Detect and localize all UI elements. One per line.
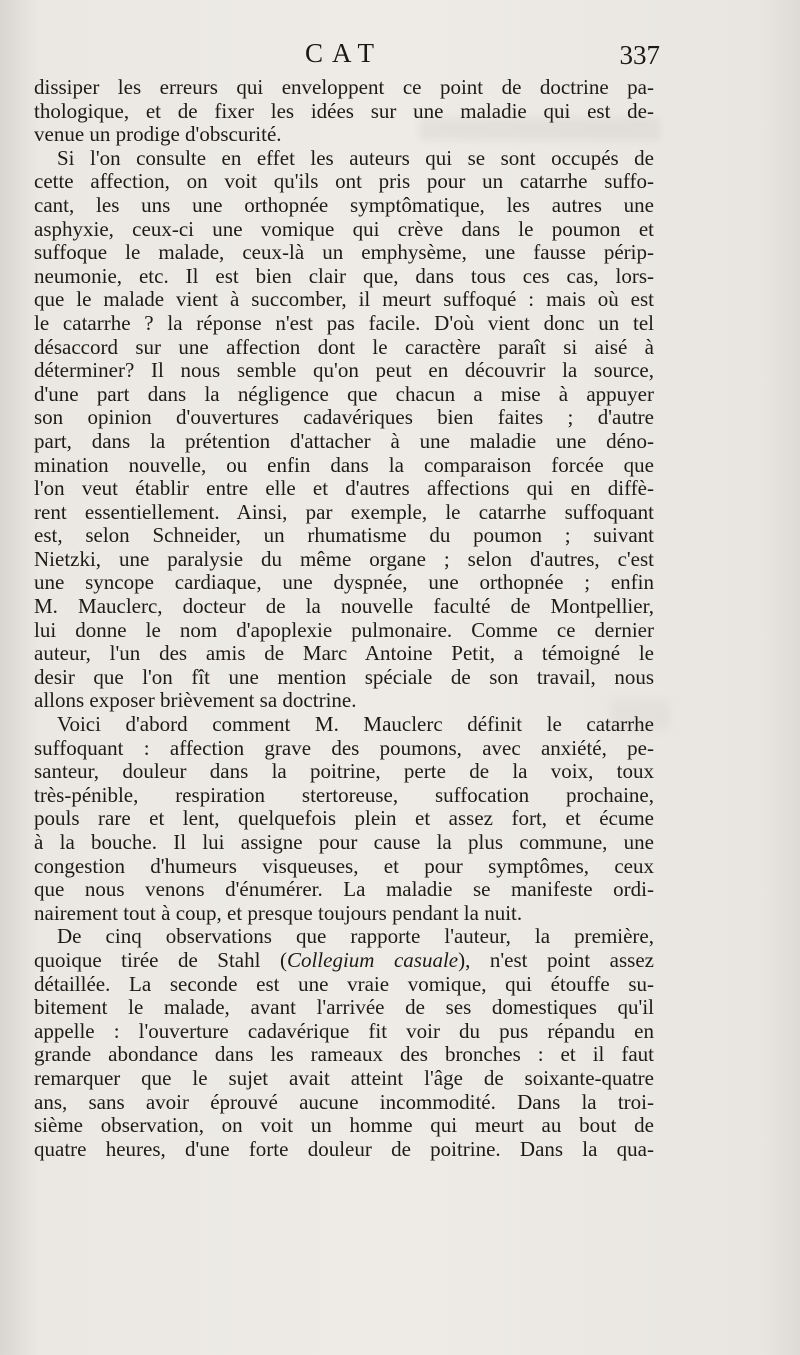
text-line: suffoque le malade, ceux-là un emphysème, une fausse périp- [34,241,654,265]
page-number: 337 [619,40,660,70]
text-line: auteur, l'un des amis de Marc Antoine Petit, a témoigné le [34,642,654,666]
text-line: appelle : l'ouverture cadavérique fit voir du pus répandu en [34,1019,654,1043]
text-line: De cinq observations que rapporte l'auteur, la première, [57,925,654,949]
text-line: mination nouvelle, ou enfin dans la comparaison forcée que [34,453,654,477]
text-line: thologique, et de fixer les idées sur une maladie qui est de- [34,99,654,123]
text-line: déterminer? Il nous semble qu'on peut en découvrir la source, [34,359,654,383]
text-line: que le malade vient à succomber, il meurt suffoqué : mais où est [34,288,654,312]
text-line: cette affection, on voit qu'ils ont pris pour un catarrhe suffo- [34,170,654,194]
text-line: congestion d'humeurs visqueuses, et pour symptômes, ceux [34,854,654,878]
text-line: grande abondance dans les rameaux des bronches : et il faut [34,1043,654,1067]
text-line: quatre heures, d'une forte douleur de poitrine. Dans la qua- [34,1137,654,1161]
text-line: remarquer que le sujet avait atteint l'âge de soixante-quatre [34,1066,654,1090]
text-line: rent essentiellement. Ainsi, par exemple, le catarrhe suffoquant [34,500,654,524]
text-line: à la bouche. Il lui assigne pour cause la plus commune, une [34,831,654,854]
text-line: son opinion d'ouvertures cadavériques bien faites ; d'autre [34,406,654,430]
text-line: part, dans la prétention d'attacher à une maladie une déno- [34,429,654,453]
text-line: dissiper les erreurs qui enveloppent ce point de doctrine pa- [34,76,654,99]
body-text [34,76,654,1161]
text-line: ans, sans avoir éprouvé aucune incommodité. Dans la troi- [34,1090,654,1114]
text-line: très-pénible, respiration stertoreuse, suffocation prochaine, [34,783,654,807]
text-line: sième observation, on voit un homme qui meurt au bout de [34,1114,654,1138]
text-line: asphyxie, ceux-ci une vomique qui crève dans le poumon et [34,217,654,241]
text-line: pouls rare et lent, quelquefois plein et assez fort, et écume [34,807,654,831]
text-line: lui donne le nom d'apoplexie pulmonaire. Comme ce dernier [34,618,654,642]
text-line: venue un prodige d'obscurité. [34,123,282,147]
book-title: Collegium casuale [286,948,459,972]
text-line: quoique tirée de Stahl (Collegium casuale), n'est point assez [34,948,654,972]
text-line: d'une part dans la négligence que chacun a mise à appuyer [34,382,654,406]
text-line: santeur, douleur dans la poitrine, perte de la voix, toux [34,760,654,784]
text-line: détaillée. La seconde est une vraie vomique, qui étouffe su- [34,972,654,996]
page-header [34,38,660,78]
text-line: Nietzki, une paralysie du même organe ; selon d'autres, c'est [34,547,654,571]
text-line: suffoquant : affection grave des poumons, avec anxiété, pe- [34,736,654,760]
text-line: désaccord sur une affection dont le caractère paraît si aisé à [34,335,654,359]
text-line: neumonie, etc. Il est bien clair que, dans tous ces cas, lors- [34,264,654,288]
text-line: l'on veut établir entre elle et d'autres affections qui en diffè- [34,477,654,501]
text-line: Si l'on consulte en effet les auteurs qui se sont occupés de [57,146,654,170]
text-line: bitement le malade, avant l'arrivée de ses domestiques qu'il [34,996,654,1020]
text-line: que nous venons d'énumérer. La maladie se manifeste ordi- [34,878,654,902]
text-line: nairement tout à coup, et presque toujours pendant la nuit. [34,901,523,925]
text-line: M. Mauclerc, docteur de la nouvelle faculté de Montpellier, [34,595,654,619]
text-line: allons exposer brièvement sa doctrine. [34,689,357,713]
running-head: CAT [304,38,383,68]
text-line: desir que l'on fît une mention spéciale de son travail, nous [34,665,654,689]
text-line: Voici d'abord comment M. Mauclerc définit le catarrhe [57,713,654,737]
text-line: cant, les uns une orthopnée symptômatique, les autres une [34,193,654,217]
text-line: une syncope cardiaque, une dyspnée, une orthopnée ; enfin [34,571,654,595]
text-line: est, selon Schneider, un rhumatisme du poumon ; suivant [34,524,654,548]
text-line: le catarrhe ? la réponse n'est pas facile. D'où vient donc un tel [34,311,654,335]
